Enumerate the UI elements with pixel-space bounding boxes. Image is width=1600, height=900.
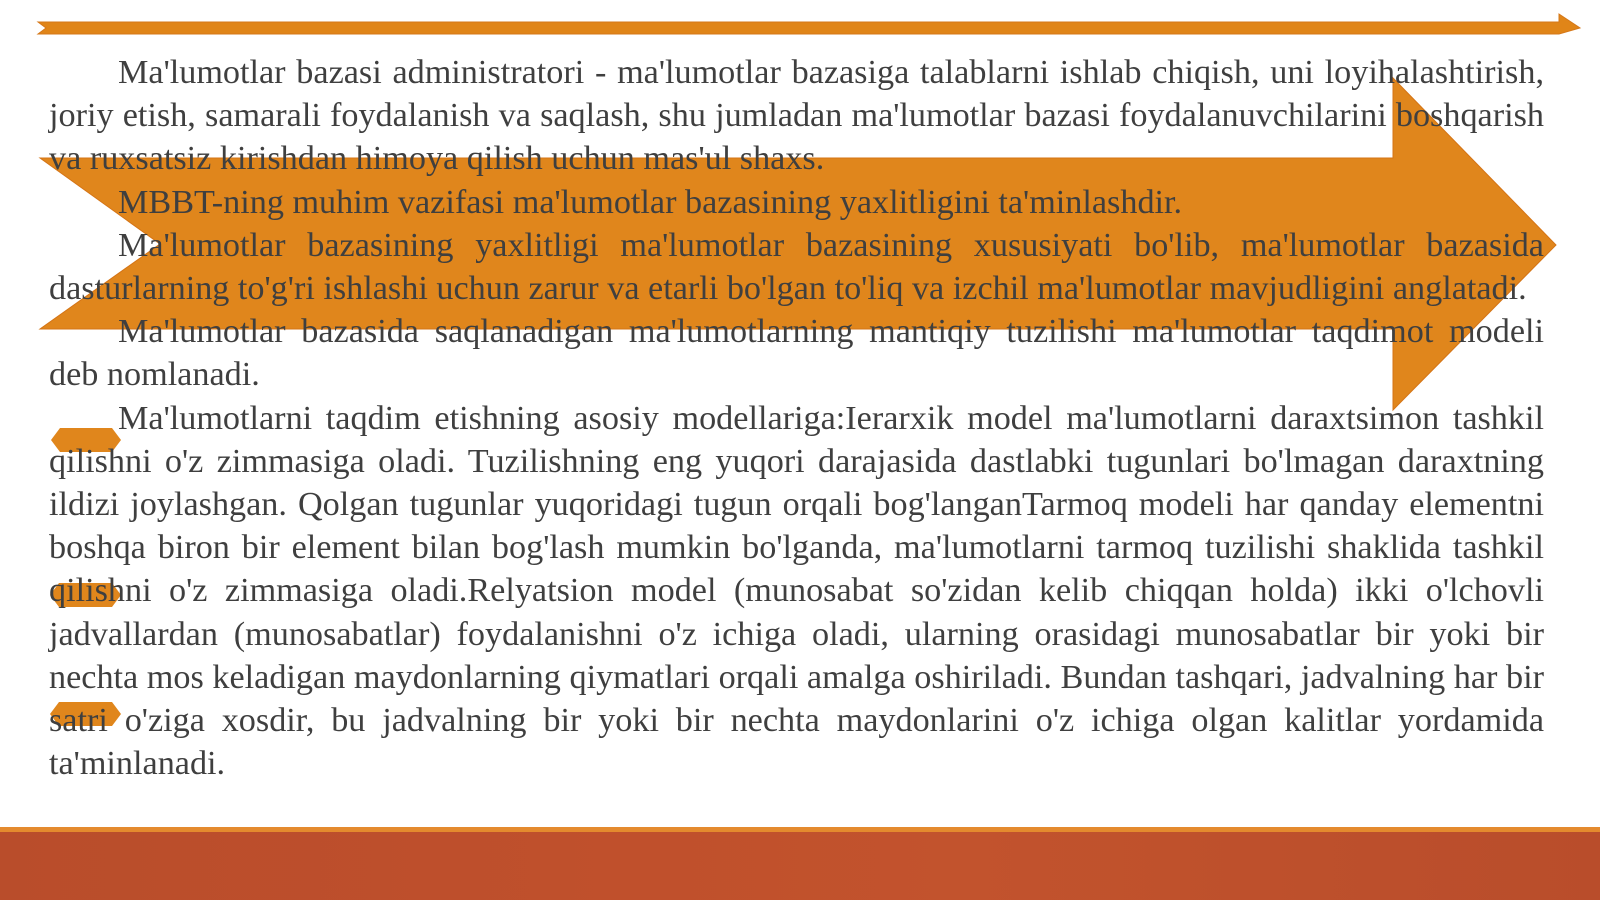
- thin-right-arrow-icon: [38, 14, 1580, 34]
- paragraph-integrity-definition: Ma'lumotlar bazasining yaxlitligi ma'lumotlar bazasining xususiyati bo'lib, ma'lumotlar bazasida dasturlarning to'g'ri ishlashi uchun zarur va etarli bo'lgan to'liq va izchil ma'lumotlar mavjudligini anglatadi.: [49, 226, 1544, 308]
- paragraph-data-model: Ma'lumotlar bazasida saqlanadigan ma'lumotlarning mantiqiy tuzilishi ma'lumotlar taqdimot modeli deb nomlanadi.: [49, 313, 1544, 394]
- footer-bar: [0, 832, 1600, 900]
- slide-body-text: [49, 51, 1544, 785]
- paragraph-mbbt-task: MBBT-ning muhim vazifasi ma'lumotlar bazasining yaxlitligini ta'minlashdir.: [118, 183, 1183, 221]
- paragraph-model-types: Ma'lumotlarni taqdim etishning asosiy modellariga:Ierarxik model ma'lumotlarni daraxtsimon tashkil qilishni o'z zimmasiga oladi. Tuzilishning eng yuqori darajasida dastlabki tugunlari bo'lmagan daraxtning ildizi joylashgan. Qolgan tugunlar yuqoridagi tugun orqali bog'langanTarmoq modeli har qanday elementni boshqa biron bir element bilan bog'lash mumkin bo'lganda, ma'lumotlarni tarmoq tuzilishi shaklida tashkil qilishni o'z zimmasiga oladi.Relyatsion model (munosabat so'zidan kelib chiqqan holda) ikki o'lchovli jadvallardan (munosabatlar) foydalanishni o'z ichiga oladi, ularning orasidagi munosabatlar bir yoki bir nechta mos keladigan maydonlarning qiymatlari orqali amalga oshiriladi. Bundan tashqari, jadvalning har bir satri o'ziga xosdir, bu jadvalning bir yoki bir nechta maydonlarini o'z ichiga olgan kalitlar yordamida ta'minlanadi.: [49, 399, 1544, 783]
- paragraph-admin-definition: Ma'lumotlar bazasi administratori - ma'lumotlar bazasiga talablarni ishlab chiqish, uni loyihalashtirish, joriy etish, samarali foydalanish va saqlash, shu jumladan ma'lumotlar bazasi foydalanuvchilarini boshqarish va ruxsatsiz kirishdan himoya qilish uchun mas'ul shaxs.: [49, 54, 1544, 178]
